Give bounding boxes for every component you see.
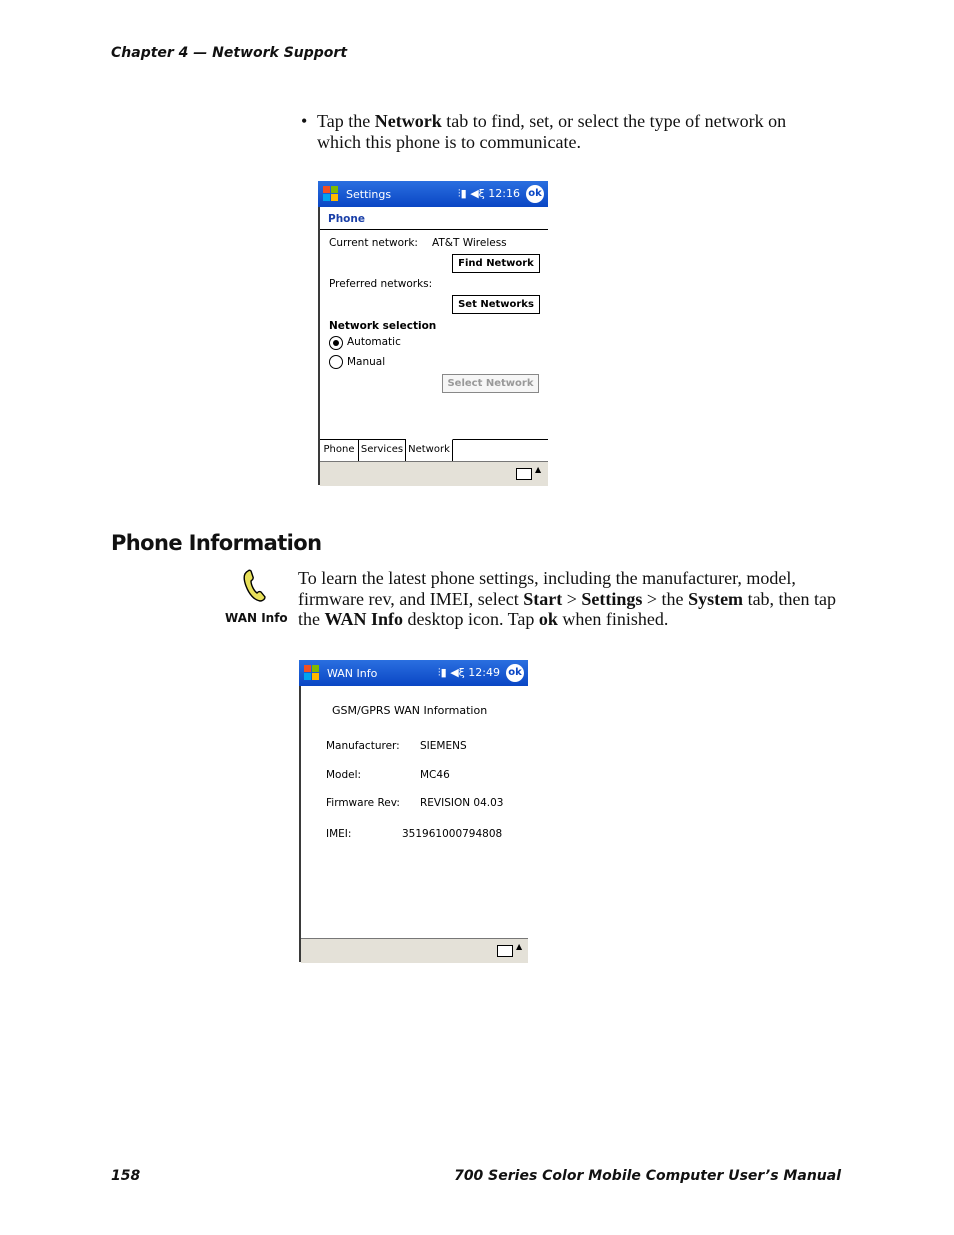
signal-icon: ⫶▮ — [437, 666, 447, 679]
manual-title: 700 Series Color Mobile Computer User’s Manual — [454, 1168, 841, 1184]
start-flag-icon[interactable] — [323, 186, 339, 202]
preferred-networks-label: Preferred networks: — [329, 278, 433, 290]
manual-label: Manual — [347, 356, 386, 368]
manufacturer-label: Manufacturer: — [326, 740, 400, 752]
select-network-button[interactable]: Select Network — [442, 374, 539, 393]
divider — [320, 229, 548, 230]
find-network-button[interactable]: Find Network — [452, 254, 540, 273]
command-bar — [301, 938, 528, 963]
current-network-label: Current network: — [329, 237, 418, 249]
chapter-header: Chapter 4 — Network Support — [111, 45, 348, 61]
section-title: Phone Information — [111, 531, 322, 555]
settings-screenshot — [318, 181, 548, 485]
manufacturer-value: SIEMENS — [420, 740, 467, 752]
wan-heading: GSM/GPRS WAN Information — [332, 704, 488, 717]
firmware-value: REVISION 04.03 — [420, 797, 504, 809]
input-arrow-icon[interactable]: ▲ — [516, 942, 523, 951]
network-selection-label: Network selection — [329, 320, 437, 332]
page-heading: Phone — [328, 213, 365, 225]
firmware-label: Firmware Rev: — [326, 797, 400, 809]
title-bar — [299, 660, 528, 686]
automatic-radio[interactable] — [329, 336, 343, 350]
speaker-icon[interactable]: ◀ξ — [450, 666, 465, 679]
model-label: Model: — [326, 769, 362, 781]
automatic-label: Automatic — [347, 336, 401, 348]
ok-button[interactable]: ok — [506, 664, 524, 682]
set-networks-button[interactable]: Set Networks — [452, 295, 540, 314]
input-arrow-icon[interactable]: ▲ — [535, 465, 542, 474]
manual-radio[interactable] — [329, 355, 343, 369]
start-flag-icon[interactable] — [304, 665, 320, 681]
tab-network[interactable]: Network — [406, 439, 453, 462]
title-bar — [318, 181, 548, 207]
window-title: Settings — [346, 188, 392, 201]
wan-info-screenshot — [299, 660, 528, 962]
model-value: MC46 — [420, 769, 450, 781]
page-number: 158 — [111, 1168, 141, 1184]
speaker-icon[interactable]: ◀ξ — [470, 187, 485, 200]
bullet-text: Tap the Network tab to find, set, or select the type of network on which this phone is to communicate. — [317, 111, 787, 152]
phone-handset-icon — [240, 568, 270, 604]
clock[interactable]: 12:49 — [468, 666, 500, 679]
keyboard-icon[interactable] — [497, 945, 513, 957]
tab-services[interactable]: Services — [359, 440, 406, 461]
imei-value: 351961000794808 — [402, 828, 503, 840]
tab-phone[interactable]: Phone — [320, 440, 359, 461]
phone-info-paragraph: To learn the latest phone settings, including the manufacturer, model, firmware rev, and IMEI, select Start > Settings > the System tab, then tap the WAN Info desktop icon. Tap ok when finished. — [298, 568, 837, 629]
keyboard-icon[interactable] — [516, 468, 532, 480]
signal-icon: ⫶▮ — [457, 187, 467, 200]
tab-strip — [320, 439, 548, 462]
window-title: WAN Info — [327, 667, 378, 680]
imei-label: IMEI: — [326, 828, 352, 840]
wan-info-icon-caption: WAN Info — [225, 611, 288, 625]
clock[interactable]: 12:16 — [488, 187, 520, 200]
current-network-value: AT&T Wireless — [432, 237, 507, 249]
ok-button[interactable]: ok — [526, 185, 544, 203]
command-bar — [320, 461, 548, 486]
bullet-marker: • — [301, 111, 308, 131]
